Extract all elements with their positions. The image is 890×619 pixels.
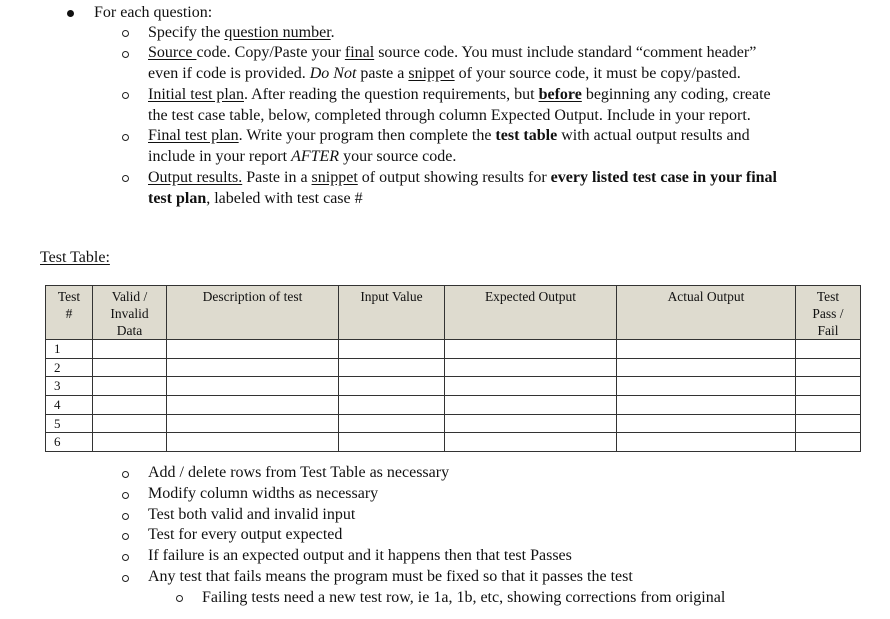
table-row xyxy=(46,433,861,452)
circle-bullet-icon xyxy=(122,492,129,499)
instruction-item-initial-test-plan: Initial test plan. After reading the question requirements, but before beginning any coding, create xyxy=(148,86,771,103)
table-cell[interactable] xyxy=(93,358,167,377)
circle-bullet-icon xyxy=(122,513,129,520)
table-cell[interactable] xyxy=(445,377,617,396)
circle-bullet-icon xyxy=(122,554,129,561)
table-cell[interactable] xyxy=(93,414,167,433)
table-cell[interactable] xyxy=(796,433,861,452)
table-cell[interactable] xyxy=(796,340,861,359)
table-cell[interactable] xyxy=(445,340,617,359)
table-cell[interactable] xyxy=(167,396,339,415)
instruction-item-final-test-plan: Final test plan. Write your program then complete the test table with actual output results and xyxy=(148,127,750,144)
test-table-title: Test Table: xyxy=(40,249,110,266)
row-number: 1 xyxy=(46,340,93,359)
instruction-item-question-number: Specify the question number. xyxy=(148,24,335,41)
table-cell[interactable] xyxy=(93,396,167,415)
table-cell[interactable] xyxy=(445,414,617,433)
table-cell[interactable] xyxy=(167,358,339,377)
table-header-row xyxy=(46,286,861,340)
row-number: 2 xyxy=(46,358,93,377)
row-number: 6 xyxy=(46,433,93,452)
table-row xyxy=(46,377,861,396)
table-cell[interactable] xyxy=(445,358,617,377)
table-cell[interactable] xyxy=(796,358,861,377)
col-header-input-value: Input Value xyxy=(339,286,445,340)
table-row xyxy=(46,396,861,415)
table-cell[interactable] xyxy=(617,433,796,452)
table-row xyxy=(46,358,861,377)
table-row xyxy=(46,340,861,359)
table-cell[interactable] xyxy=(339,340,445,359)
table-cell[interactable] xyxy=(339,358,445,377)
circle-bullet-icon xyxy=(122,30,129,37)
table-cell[interactable] xyxy=(617,377,796,396)
table-cell[interactable] xyxy=(617,414,796,433)
table-cell[interactable] xyxy=(796,396,861,415)
note-item: Test both valid and invalid input xyxy=(148,506,356,523)
bullet-icon xyxy=(67,10,74,17)
table-cell[interactable] xyxy=(339,433,445,452)
col-header-test-number: Test # xyxy=(46,286,93,340)
note-item: Add / delete rows from Test Table as necessary xyxy=(148,464,450,481)
col-header-valid-invalid: Valid / Invalid Data xyxy=(93,286,167,340)
sub-note-item: Failing tests need a new test row, ie 1a, 1b, etc, showing corrections from original xyxy=(202,589,726,606)
table-cell[interactable] xyxy=(617,358,796,377)
row-number: 5 xyxy=(46,414,93,433)
circle-bullet-icon xyxy=(176,595,183,602)
test-table xyxy=(45,285,861,452)
instruction-item-source-code-cont: even if code is provided. Do Not paste a snippet of your source code, it must be copy/pasted. xyxy=(148,65,741,82)
table-cell[interactable] xyxy=(167,377,339,396)
note-item: Any test that fails means the program must be fixed so that it passes the test xyxy=(148,568,633,585)
circle-bullet-icon xyxy=(122,575,129,582)
col-header-expected-output: Expected Output xyxy=(445,286,617,340)
table-cell[interactable] xyxy=(796,377,861,396)
table-cell[interactable] xyxy=(617,396,796,415)
note-item: Test for every output expected xyxy=(148,526,343,543)
instruction-item-output-results: Output results. Paste in a snippet of output showing results for every listed test case in your final xyxy=(148,169,777,186)
table-cell[interactable] xyxy=(445,396,617,415)
table-cell[interactable] xyxy=(445,433,617,452)
row-number: 4 xyxy=(46,396,93,415)
circle-bullet-icon xyxy=(122,471,129,478)
instructions-heading: For each question: xyxy=(94,4,213,21)
col-header-actual-output: Actual Output xyxy=(617,286,796,340)
table-cell[interactable] xyxy=(617,340,796,359)
circle-bullet-icon xyxy=(122,51,129,58)
circle-bullet-icon xyxy=(122,92,129,99)
note-item: Modify column widths as necessary xyxy=(148,485,379,502)
table-cell[interactable] xyxy=(167,414,339,433)
instruction-item-initial-test-plan-cont: the test case table, below, completed through column Expected Output. Include in your report. xyxy=(148,107,751,124)
col-header-description: Description of test xyxy=(167,286,339,340)
circle-bullet-icon xyxy=(122,533,129,540)
table-cell[interactable] xyxy=(167,433,339,452)
table-cell[interactable] xyxy=(93,340,167,359)
table-cell[interactable] xyxy=(339,396,445,415)
table-row xyxy=(46,414,861,433)
instruction-item-source-code: Source code. Copy/Paste your final source code. You must include standard “comment header” xyxy=(148,44,757,61)
instruction-item-final-test-plan-cont: include in your report AFTER your source code. xyxy=(148,148,457,165)
table-cell[interactable] xyxy=(796,414,861,433)
table-cell[interactable] xyxy=(93,433,167,452)
table-cell[interactable] xyxy=(339,414,445,433)
col-header-pass-fail: Test Pass / Fail xyxy=(796,286,861,340)
table-cell[interactable] xyxy=(93,377,167,396)
circle-bullet-icon xyxy=(122,134,129,141)
table-cell[interactable] xyxy=(167,340,339,359)
row-number: 3 xyxy=(46,377,93,396)
circle-bullet-icon xyxy=(122,175,129,182)
table-cell[interactable] xyxy=(339,377,445,396)
note-item: If failure is an expected output and it happens then that test Passes xyxy=(148,547,572,564)
instruction-item-output-results-cont: test plan, labeled with test case # xyxy=(148,190,363,207)
